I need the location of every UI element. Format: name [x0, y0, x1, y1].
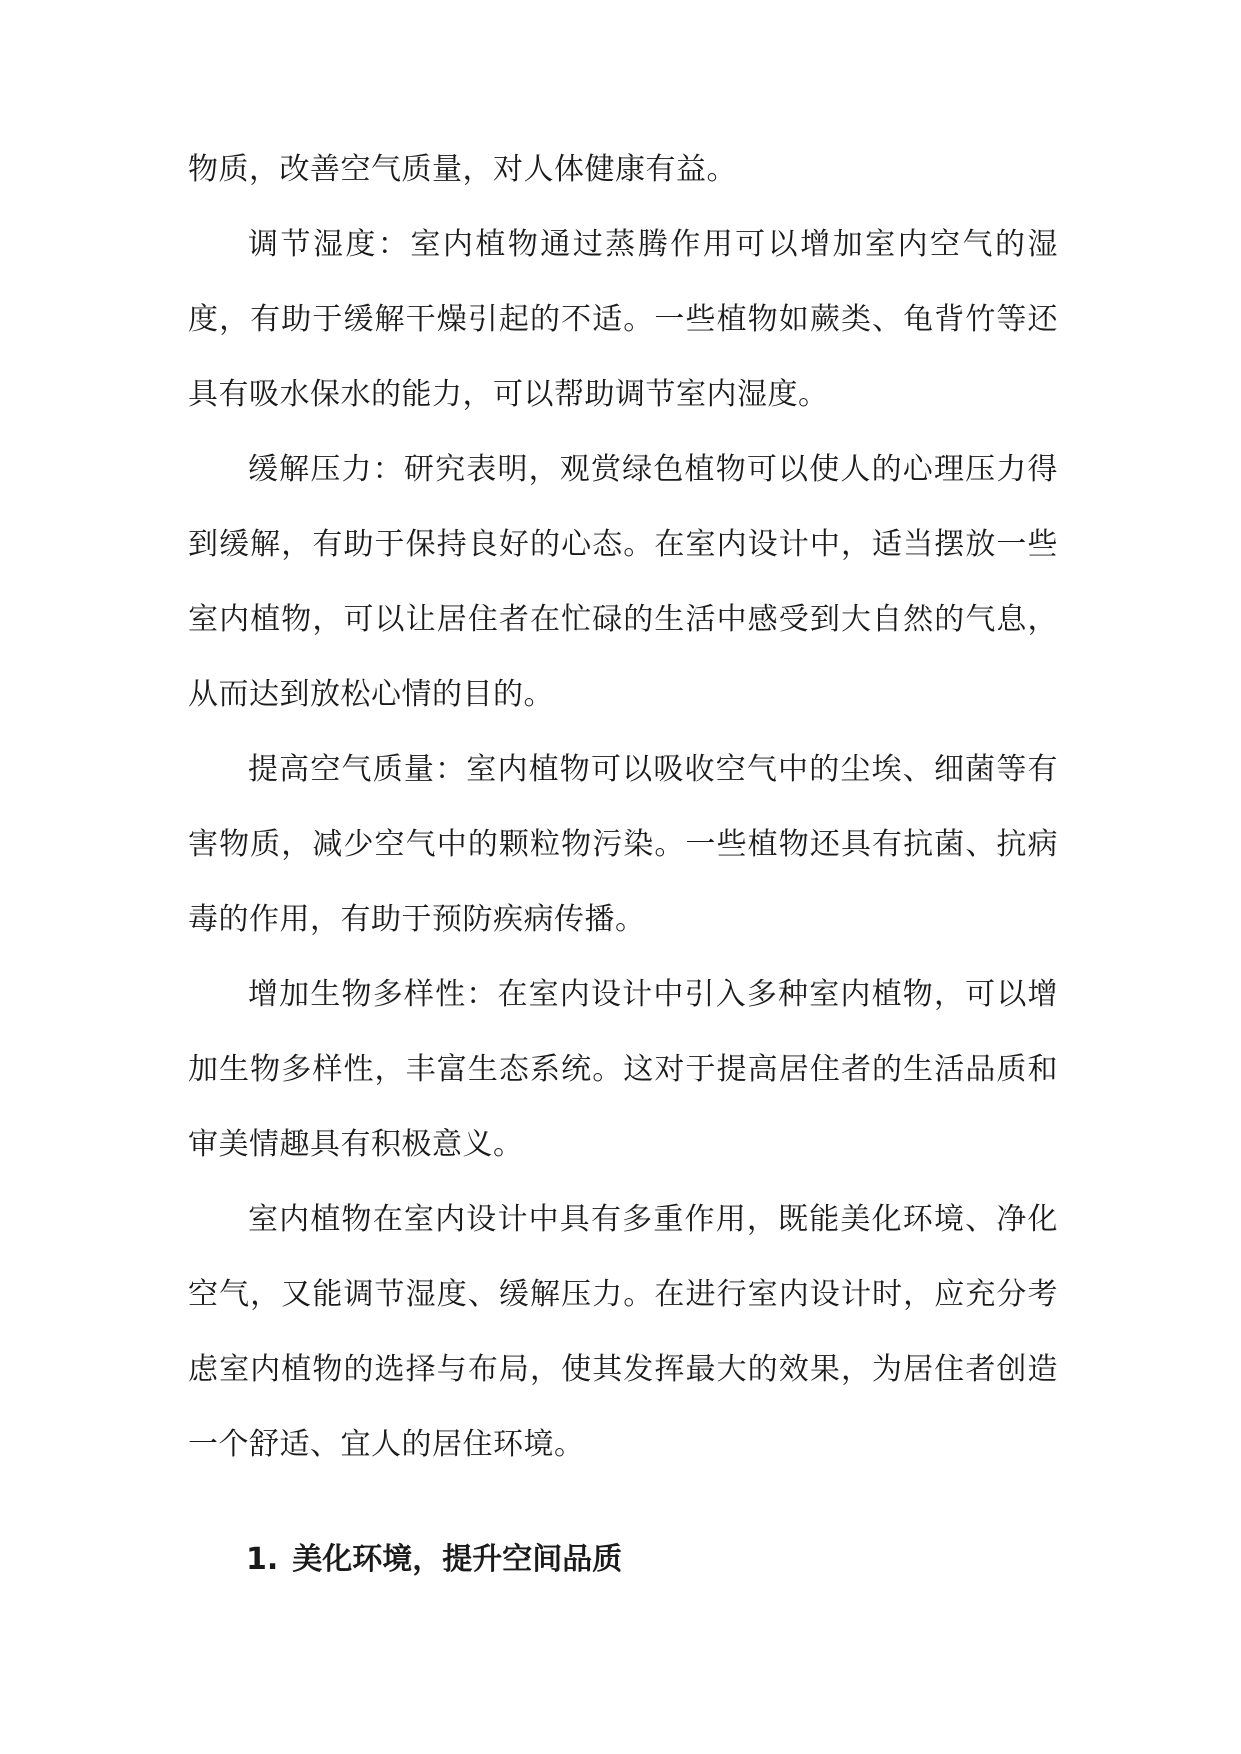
paragraph-continuation: 物质，改善空气质量，对人体健康有益。 — [188, 152, 737, 187]
paragraph-humidity: 调节湿度：室内植物通过蒸腾作用可以增加室内空气的湿度，有助于缓解干燥引起的不适。一些植物如蕨类、龟背竹等还具有吸水保水的能力，可以帮助调节室内湿度。 — [188, 227, 1058, 412]
paragraph-stress-relief: 缓解压力：研究表明，观赏绿色植物可以使人的心理压力得到缓解，有助于保持良好的心态。在室内设计中，适当摆放一些室内植物，可以让居住者在忙碌的生活中感受到大自然的气息，从而达到放松心情的目的。 — [188, 452, 1058, 712]
paragraph-summary: 室内植物在室内设计中具有多重作用，既能美化环境、净化空气，又能调节湿度、缓解压力。在进行室内设计时，应充分考虑室内植物的选择与布局，使其发挥最大的效果，为居住者创造一个舒适、宜人的居住环境。 — [188, 1202, 1058, 1462]
paragraph-air-quality: 提高空气质量：室内植物可以吸收空气中的尘埃、细菌等有害物质，减少空气中的颗粒物污染。一些植物还具有抗菌、抗病毒的作用，有助于预防疾病传播。 — [188, 752, 1058, 937]
section-heading — [188, 1522, 1058, 1597]
document-page — [188, 132, 1058, 1597]
section-heading-number: 1. — [246, 1542, 279, 1577]
paragraph-biodiversity: 增加生物多样性：在室内设计中引入多种室内植物，可以增加生物多样性，丰富生态系统。这对于提高居住者的生活品质和审美情趣具有积极意义。 — [188, 977, 1058, 1162]
section-heading-text: 美化环境，提升空间品质 — [292, 1542, 623, 1577]
